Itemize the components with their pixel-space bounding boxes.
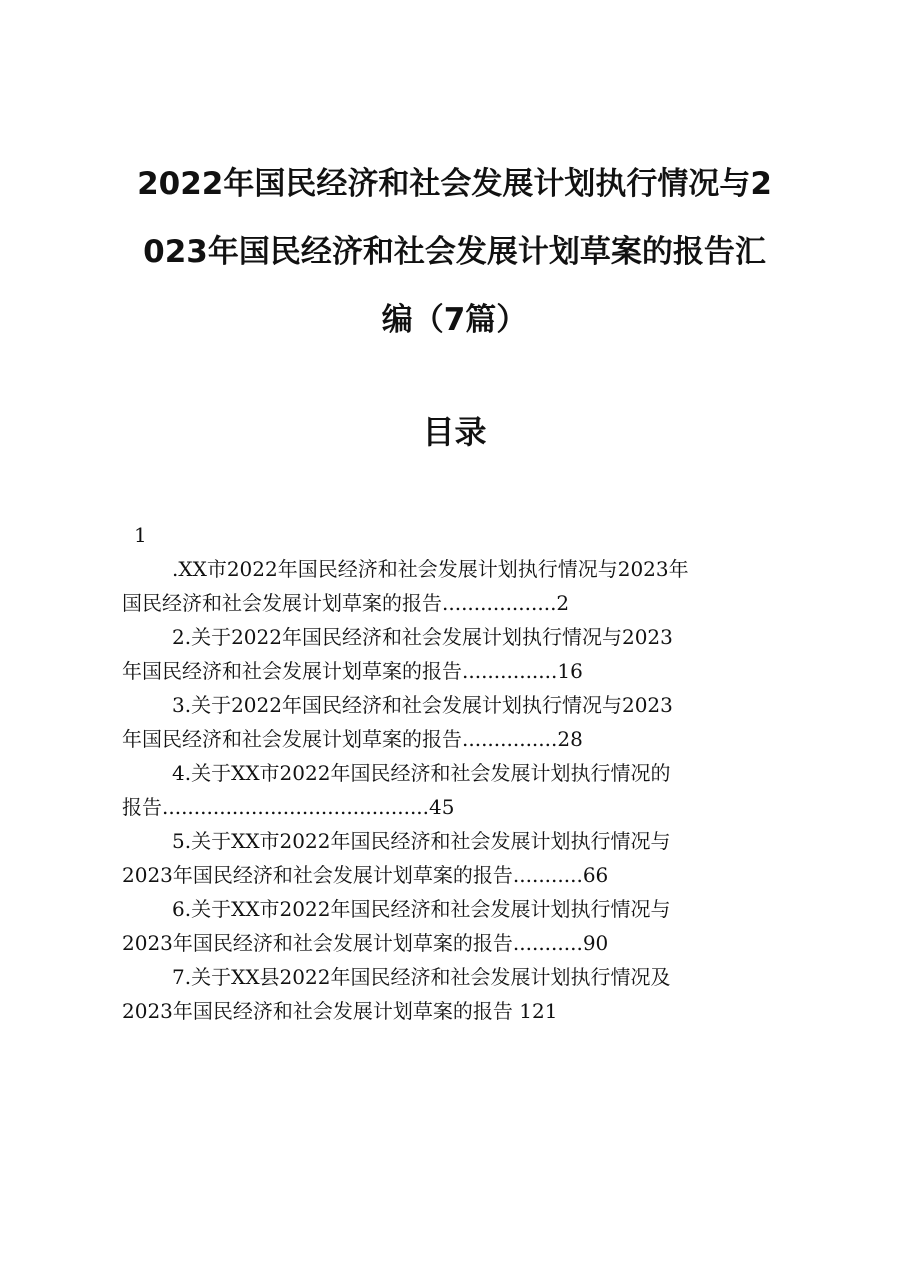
toc-entry-3-line-1[interactable]: 3.关于2022年国民经济和社会发展计划执行情况与2023: [172, 693, 673, 717]
title-line-3: 编（7篇）: [381, 302, 528, 338]
toc-entry-6-line-1[interactable]: 6.关于XX市2022年国民经济和社会发展计划执行情况与: [172, 897, 671, 921]
title-line-1: 2022年国民经济和社会发展计划执行情况与2: [137, 166, 772, 202]
toc-entry-4-line-1[interactable]: 4.关于XX市2022年国民经济和社会发展计划执行情况的: [172, 761, 671, 785]
toc-entry-2-line-1[interactable]: 2.关于2022年国民经济和社会发展计划执行情况与2023: [172, 625, 673, 649]
toc-entry-6-line-2[interactable]: 2023年国民经济和社会发展计划草案的报告...........90: [122, 931, 609, 955]
document-title: [100, 150, 809, 354]
toc-entry-5-line-1[interactable]: 5.关于XX市2022年国民经济和社会发展计划执行情况与: [172, 829, 671, 853]
toc-number-line: 1: [134, 523, 147, 547]
toc-entry-3-line-2[interactable]: 年国民经济和社会发展计划草案的报告...............28: [122, 727, 583, 751]
toc-entry-2-line-2[interactable]: 年国民经济和社会发展计划草案的报告...............16: [122, 659, 583, 683]
toc-entry-1-line-1[interactable]: .XX市2022年国民经济和社会发展计划执行情况与2023年: [172, 557, 689, 581]
toc-heading: 目录: [422, 413, 487, 451]
title-line-2: 023年国民经济和社会发展计划草案的报告汇: [143, 234, 766, 270]
toc-entry-7-line-2[interactable]: 2023年国民经济和社会发展计划草案的报告 121: [122, 999, 558, 1023]
toc-entry-5-line-2[interactable]: 2023年国民经济和社会发展计划草案的报告...........66: [122, 863, 609, 887]
table-of-contents: [122, 518, 802, 1028]
toc-entry-1-line-2[interactable]: 国民经济和社会发展计划草案的报告..................2: [122, 591, 570, 615]
toc-entry-4-line-2[interactable]: 报告..........................................45: [122, 795, 455, 819]
toc-entry-7-line-1[interactable]: 7.关于XX县2022年国民经济和社会发展计划执行情况及: [172, 965, 671, 989]
